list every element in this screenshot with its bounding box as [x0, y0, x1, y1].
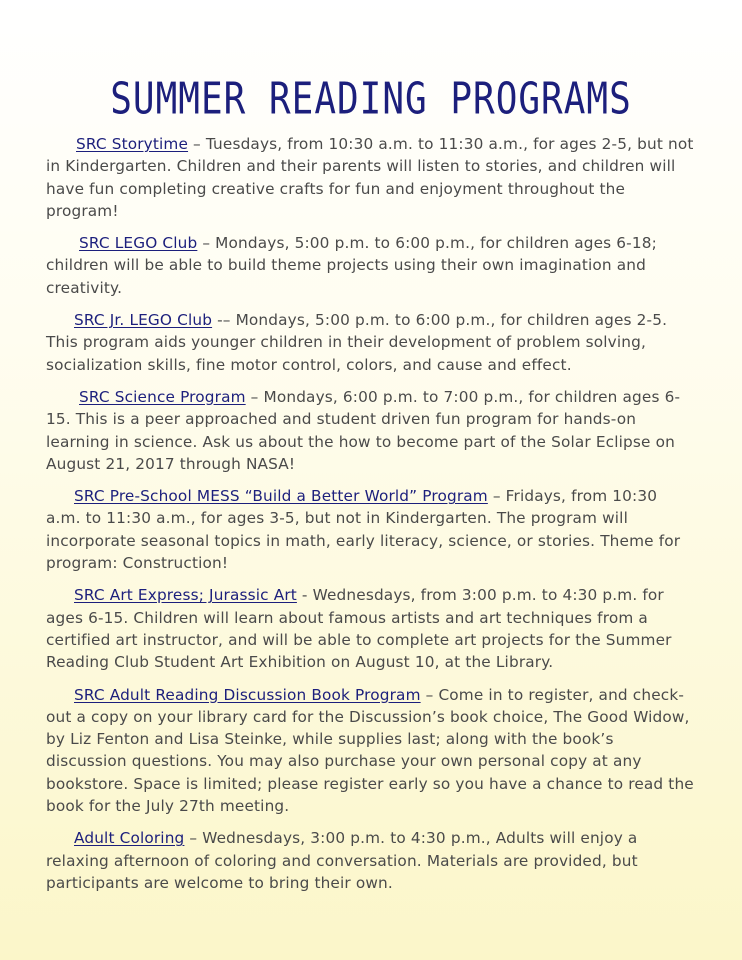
program-adult-coloring	[46, 827, 696, 894]
program-preschool-mess	[46, 485, 696, 574]
program-adult-reading	[46, 684, 696, 818]
program-desc-adult-coloring: – Wednesdays, 3:00 p.m. to 4:30 p.m., Adults will enjoy a relaxing afternoon of coloring and conversation. Materials are provided, but participants are welcome to bring their own.	[46, 829, 638, 892]
program-name-preschool-mess: SRC Pre-School MESS “Build a Better World” Program	[74, 487, 488, 506]
program-jr-lego-club	[46, 309, 696, 376]
program-desc-storytime: – Tuesdays, from 10:30 a.m. to 11:30 a.m., for ages 2-5, but not in Kindergarten. Children and their parents will listen to stories, and children will have fun completing creative crafts for fun and enjoyment throughout the program!	[46, 135, 694, 220]
program-desc-art-express: - Wednesdays, from 3:00 p.m. to 4:30 p.m. for ages 6-15. Children will learn about famous artists and art techniques from a certified art instructor, and will be able to complete art projects for the Summer Reading Club Student Art Exhibition on August 10, at the Library.	[46, 586, 672, 672]
program-list	[46, 133, 696, 904]
page-title: SUMMER READING PROGRAMS	[110, 75, 632, 125]
program-name-adult-reading: SRC Adult Reading Discussion Book Program	[74, 685, 421, 704]
program-name-lego-club: SRC LEGO Club	[79, 234, 198, 253]
program-storytime	[46, 133, 696, 222]
program-desc-science: – Mondays, 6:00 p.m. to 7:00 p.m., for children ages 6-15. This is a peer approached and student driven fun program for hands-on learning in science. Ask us about the how to become part of the Solar Eclipse on August 21, 2017 through NASA!	[46, 387, 681, 473]
program-desc-lego-club: – Mondays, 5:00 p.m. to 6:00 p.m., for children ages 6-18; children will be able to build theme projects using their own imagination and creativity.	[46, 234, 657, 297]
program-desc-adult-reading: – Come in to register, and check-out a copy on your library card for the Discussion’s book choice, The Good Widow, by Liz Fenton and Lisa Steinke, while supplies last; along with the book’s discussion questions. You may also purchase your own personal copy at any bookstore. Space is limited; please register early so you have a chance to read the book for the July 27th meeting.	[46, 685, 694, 816]
program-desc-jr-lego-club: -– Mondays, 5:00 p.m. to 6:00 p.m., for children ages 2-5. This program aids younger children in their development of problem solving, socialization skills, fine motor control, colors, and cause and effect.	[46, 311, 668, 374]
program-desc-preschool-mess: – Fridays, from 10:30 a.m. to 11:30 a.m., for ages 3-5, but not in Kindergarten. The program will incorporate seasonal topics in math, early literacy, science, or stories. Theme for program: Construction!	[46, 487, 681, 573]
program-name-art-express: SRC Art Express; Jurassic Art	[74, 586, 297, 605]
program-name-storytime: SRC Storytime	[76, 135, 189, 153]
program-science	[46, 386, 696, 475]
program-name-science: SRC Science Program	[79, 387, 246, 406]
program-art-express	[46, 584, 696, 673]
program-name-adult-coloring: Adult Coloring	[74, 829, 185, 848]
program-name-jr-lego-club: SRC Jr. LEGO Club	[74, 311, 213, 330]
program-lego-club	[46, 232, 696, 299]
